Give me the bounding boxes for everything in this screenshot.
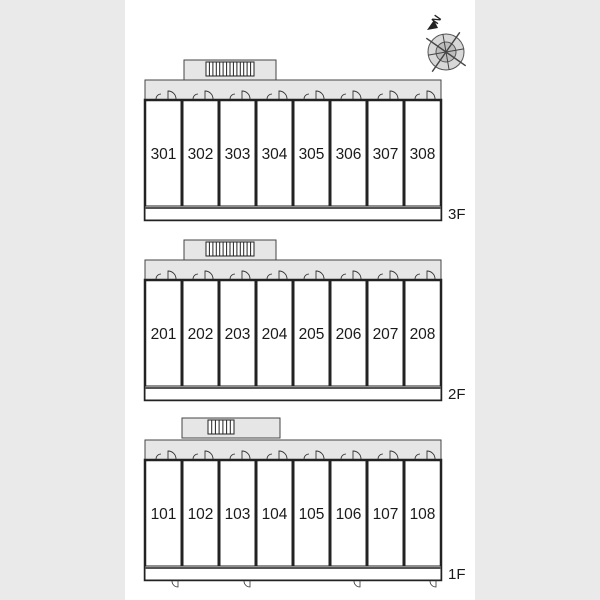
common-corridor	[145, 440, 441, 460]
floor-label: 2F	[448, 386, 466, 403]
room-number: 301	[150, 146, 177, 163]
floor-1f	[145, 418, 466, 587]
room-number: 202	[187, 326, 214, 343]
room-number: 304	[261, 146, 288, 163]
room-number: 203	[224, 326, 251, 343]
compass-north-label: N	[429, 13, 445, 27]
room-number: 102	[187, 506, 214, 523]
room-number: 205	[298, 326, 325, 343]
room-number: 306	[335, 146, 362, 163]
room-number: 303	[224, 146, 251, 163]
room-number: 208	[409, 326, 436, 343]
room-number: 204	[261, 326, 288, 343]
room-number: 104	[261, 506, 288, 523]
floor-2f	[145, 240, 466, 403]
floor-label: 1F	[448, 566, 466, 583]
common-corridor	[145, 80, 441, 100]
room-number: 103	[224, 506, 251, 523]
room-number: 201	[150, 326, 177, 343]
room-number: 108	[409, 506, 436, 523]
floors-layer	[145, 60, 466, 587]
floor-label: 3F	[448, 206, 466, 223]
room-number: 206	[335, 326, 362, 343]
room-number: 207	[372, 326, 399, 343]
room-number: 305	[298, 146, 325, 163]
room-number: 308	[409, 146, 436, 163]
compass-rose-icon	[426, 13, 465, 72]
room-number: 106	[335, 506, 362, 523]
room-number: 105	[298, 506, 325, 523]
floor-3f	[145, 60, 466, 223]
room-number: 307	[372, 146, 399, 163]
common-corridor	[145, 260, 441, 280]
room-number: 302	[187, 146, 214, 163]
room-number: 101	[150, 506, 177, 523]
room-number: 107	[372, 506, 399, 523]
